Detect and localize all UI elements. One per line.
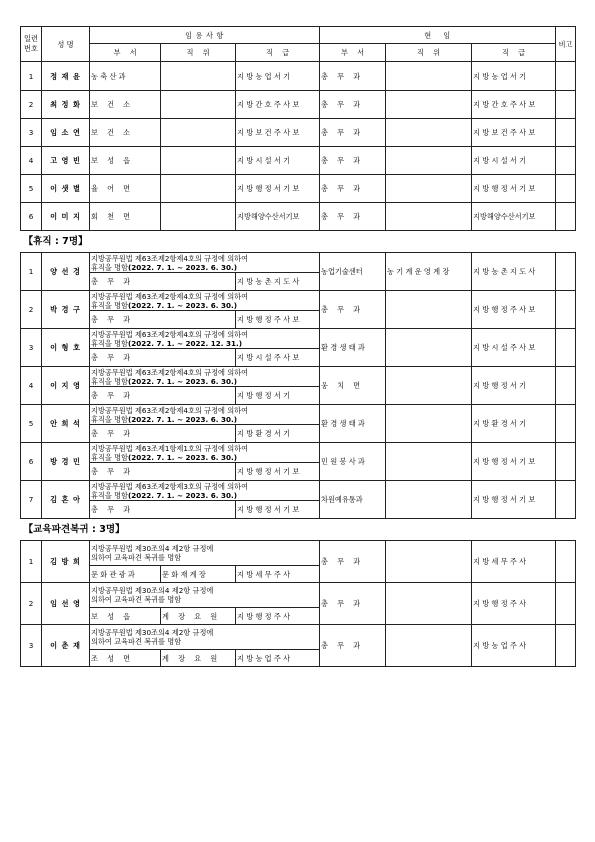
row-a-dept: 총 무 과	[90, 463, 236, 481]
row-a-dept: 보 건 소	[90, 119, 161, 147]
header-name: 성 명	[42, 27, 90, 62]
row-a-grade: 지 방 보 건 주 사 보	[236, 119, 320, 147]
row-note	[556, 625, 576, 667]
row-a-grade: 지 방 행 정 서 기 보	[236, 501, 320, 519]
row-reason: 지방공무원법 제63조제2항제4호의 규정에 의하여 휴직을 명함(2022. 7. 1. ~ 2023. 6. 30.)	[90, 405, 320, 425]
row-name: 이 형 호	[42, 329, 90, 367]
row-c-pos	[386, 62, 472, 91]
row-c-grade: 지 방 간 호 주 사 보	[472, 91, 556, 119]
row-a-pos	[161, 91, 236, 119]
row-name: 최 정 화	[42, 91, 90, 119]
row-note	[556, 583, 576, 625]
row-reason: 지방공무원법 제63조제2항제4호의 규정에 의하여 휴직을 명함(2022. 7. 1. ~ 2023. 6. 30.)	[90, 367, 320, 387]
row-c-grade: 지 방 농 업 주 사	[472, 625, 556, 667]
row-a-grade: 지 방 행 정 서 기 보	[236, 463, 320, 481]
table-row	[21, 119, 576, 147]
row-note	[556, 367, 576, 405]
section-title-edu: 【교육파견복귀 : 3명】	[21, 519, 576, 541]
row-c-dept: 차원예유통과	[320, 481, 386, 519]
row-c-grade: 지 방 행 정 서 기	[472, 367, 556, 405]
row-name: 박 경 구	[42, 291, 90, 329]
row-note	[556, 405, 576, 443]
row-c-dept: 환 경 생 태 과	[320, 405, 386, 443]
table-row	[21, 367, 576, 387]
row-a-dept: 총 무 과	[90, 387, 236, 405]
row-no: 4	[21, 147, 42, 175]
row-c-pos	[386, 405, 472, 443]
row-name: 안 희 석	[42, 405, 90, 443]
table-row	[21, 329, 576, 349]
row-a-dept: 총 무 과	[90, 349, 236, 367]
header-row-1	[21, 27, 576, 44]
row-no: 2	[21, 91, 42, 119]
row-note	[556, 91, 576, 119]
row-a-pos: 계 장 요 원	[161, 650, 236, 667]
row-a-dept: 총 무 과	[90, 273, 236, 291]
row-c-dept: 웅 치 면	[320, 367, 386, 405]
row-c-pos	[386, 329, 472, 367]
row-a-dept: 농 축 산 과	[90, 62, 161, 91]
row-c-dept: 총 무 과	[320, 625, 386, 667]
row-c-grade: 지 방 행 정 서 기 보	[472, 443, 556, 481]
row-no: 1	[21, 541, 42, 583]
table-row	[21, 147, 576, 175]
row-c-dept: 총 무 과	[320, 119, 386, 147]
header-no: 일련 번호	[21, 27, 42, 62]
row-no: 5	[21, 175, 42, 203]
row-a-dept: 율 어 면	[90, 175, 161, 203]
row-c-grade: 지 방 행 정 서 기 보	[472, 175, 556, 203]
row-no: 6	[21, 203, 42, 231]
row-c-dept: 총 무 과	[320, 583, 386, 625]
row-no: 1	[21, 253, 42, 291]
row-a-grade: 지방해양수산서기보	[236, 203, 320, 231]
row-c-grade: 지 방 세 무 주 사	[472, 541, 556, 583]
row-note	[556, 541, 576, 583]
row-c-dept: 총 무 과	[320, 203, 386, 231]
row-a-pos: 문 화 재 계 장	[161, 566, 236, 583]
section-row	[21, 519, 576, 541]
row-no: 6	[21, 443, 42, 481]
row-name: 이 춘 재	[42, 625, 90, 667]
row-name: 양 선 경	[42, 253, 90, 291]
table-row	[21, 253, 576, 273]
row-reason: 지방공무원법 제63조제2항제3호의 규정에 의하여 휴직을 명함(2022. 7. 1. ~ 2023. 6. 30.)	[90, 481, 320, 501]
row-a-pos	[161, 147, 236, 175]
row-note	[556, 119, 576, 147]
row-c-dept: 총 무 과	[320, 291, 386, 329]
row-note	[556, 175, 576, 203]
row-a-grade: 지 방 행 정 서 기 보	[236, 175, 320, 203]
row-c-pos	[386, 291, 472, 329]
row-note	[556, 329, 576, 367]
row-c-grade: 지방해양수산서기보	[472, 203, 556, 231]
row-name: 정 재 윤	[42, 62, 90, 91]
row-a-grade: 지 방 시 설 서 기	[236, 147, 320, 175]
row-reason: 지방공무원법 제63조제2항제4호의 규정에 의하여 휴직을 명함(2022. 7. 1. ~ 2023. 6. 30.)	[90, 253, 320, 273]
row-c-dept: 환 경 생 태 과	[320, 329, 386, 367]
row-note	[556, 203, 576, 231]
header-current: 현 임	[320, 27, 556, 44]
row-note	[556, 291, 576, 329]
row-c-grade: 지 방 농 촌 지 도 사	[472, 253, 556, 291]
table-row	[21, 541, 576, 566]
row-a-grade: 지 방 세 무 주 사	[236, 566, 320, 583]
header-c-dept: 부 서	[320, 44, 386, 62]
section-row	[21, 231, 576, 253]
row-a-dept: 문 화 관 광 과	[90, 566, 161, 583]
row-c-grade: 지 방 환 경 서 기	[472, 405, 556, 443]
row-no: 1	[21, 62, 42, 91]
row-reason: 지방공무원법 제30조의4 제2항 규정에 의하여 교육파견 복귀를 명함	[90, 583, 320, 608]
row-no: 3	[21, 119, 42, 147]
row-a-dept: 보 성 읍	[90, 608, 161, 625]
row-a-pos	[161, 119, 236, 147]
row-c-pos	[386, 481, 472, 519]
row-reason: 지방공무원법 제63조제1항제1호의 규정에 의하여 휴직을 명함(2022. 7. 1. ~ 2023. 6. 30.)	[90, 443, 320, 463]
row-a-grade: 지 방 간 호 주 사 보	[236, 91, 320, 119]
row-no: 7	[21, 481, 42, 519]
table-row	[21, 203, 576, 231]
row-c-grade: 지 방 행 정 서 기 보	[472, 481, 556, 519]
row-a-dept: 보 성 읍	[90, 147, 161, 175]
row-c-dept: 민 원 봉 사 과	[320, 443, 386, 481]
header-a-pos: 직 위	[161, 44, 236, 62]
row-note	[556, 481, 576, 519]
row-a-pos	[161, 203, 236, 231]
row-c-grade: 지 방 농 업 서 기	[472, 62, 556, 91]
row-note	[556, 147, 576, 175]
row-name: 김 방 희	[42, 541, 90, 583]
table-row	[21, 443, 576, 463]
row-a-pos	[161, 175, 236, 203]
row-a-grade: 지 방 농 촌 지 도 사	[236, 273, 320, 291]
row-a-grade: 지 방 시 설 주 사 보	[236, 349, 320, 367]
row-no: 3	[21, 329, 42, 367]
table-row	[21, 583, 576, 608]
row-c-pos	[386, 91, 472, 119]
row-c-pos	[386, 443, 472, 481]
header-a-grade: 직 급	[236, 44, 320, 62]
table-row	[21, 625, 576, 650]
row-name: 방 경 민	[42, 443, 90, 481]
row-c-pos	[386, 367, 472, 405]
table-row	[21, 405, 576, 425]
row-a-grade: 지 방 행 정 주 사	[236, 608, 320, 625]
row-c-dept: 농업기술센터	[320, 253, 386, 291]
row-a-dept: 총 무 과	[90, 425, 236, 443]
row-c-dept: 총 무 과	[320, 62, 386, 91]
row-c-pos	[386, 119, 472, 147]
row-no: 3	[21, 625, 42, 667]
header-appoint: 임 용 사 항	[90, 27, 320, 44]
row-c-grade: 지 방 시 설 주 사 보	[472, 329, 556, 367]
row-a-grade: 지 방 행 정 서 기	[236, 387, 320, 405]
row-c-pos	[386, 203, 472, 231]
row-reason: 지방공무원법 제63조제2항제4호의 규정에 의하여 휴직을 명함(2022. 7. 1. ~ 2023. 6. 30.)	[90, 291, 320, 311]
row-a-grade: 지 방 행 정 주 사 보	[236, 311, 320, 329]
header-c-grade: 직 급	[472, 44, 556, 62]
row-c-pos: 농 기 계 운 영 계 장	[386, 253, 472, 291]
row-c-grade: 지 방 시 설 서 기	[472, 147, 556, 175]
header-note: 비고	[556, 27, 576, 62]
row-name: 고 영 빈	[42, 147, 90, 175]
row-name: 이 샛 별	[42, 175, 90, 203]
row-c-dept: 총 무 과	[320, 147, 386, 175]
row-no: 4	[21, 367, 42, 405]
row-reason: 지방공무원법 제30조의4 제2항 규정에 의하여 교육파견 복귀를 명함	[90, 625, 320, 650]
row-c-grade: 지 방 행 정 주 사 보	[472, 291, 556, 329]
row-a-grade: 지 방 농 업 주 사	[236, 650, 320, 667]
appointment-table	[20, 26, 576, 667]
header-a-dept: 부 서	[90, 44, 161, 62]
row-a-dept: 보 건 소	[90, 91, 161, 119]
row-c-grade: 지 방 행 정 주 사	[472, 583, 556, 625]
row-name: 임 선 영	[42, 583, 90, 625]
row-no: 5	[21, 405, 42, 443]
row-note	[556, 443, 576, 481]
row-name: 김 혼 아	[42, 481, 90, 519]
row-c-pos	[386, 583, 472, 625]
row-c-grade: 지 방 보 건 주 사 보	[472, 119, 556, 147]
row-a-grade: 지 방 농 업 서 기	[236, 62, 320, 91]
row-a-grade: 지 방 환 경 서 기	[236, 425, 320, 443]
row-reason: 지방공무원법 제63조제2항제4호의 규정에 의하여 휴직을 명함(2022. 7. 1. ~ 2022. 12. 31.)	[90, 329, 320, 349]
row-c-pos	[386, 147, 472, 175]
row-note	[556, 253, 576, 291]
row-name: 이 미 지	[42, 203, 90, 231]
row-c-dept: 총 무 과	[320, 175, 386, 203]
row-name: 임 소 연	[42, 119, 90, 147]
row-a-dept: 총 무 과	[90, 311, 236, 329]
row-c-pos	[386, 541, 472, 583]
row-a-dept: 회 천 면	[90, 203, 161, 231]
row-a-dept: 총 무 과	[90, 501, 236, 519]
table-row	[21, 291, 576, 311]
row-a-pos	[161, 62, 236, 91]
row-a-dept: 조 성 면	[90, 650, 161, 667]
table-row	[21, 62, 576, 91]
row-c-pos	[386, 175, 472, 203]
row-c-dept: 총 무 과	[320, 91, 386, 119]
table-row	[21, 175, 576, 203]
row-no: 2	[21, 583, 42, 625]
row-a-pos: 계 장 요 원	[161, 608, 236, 625]
row-c-pos	[386, 625, 472, 667]
section-title-leave: 【휴직 : 7명】	[21, 231, 576, 253]
table-row	[21, 91, 576, 119]
row-c-dept: 총 무 과	[320, 541, 386, 583]
header-row-2	[21, 44, 576, 62]
row-reason: 지방공무원법 제30조의4 제2항 규정에 의하여 교육파견 복귀를 명함	[90, 541, 320, 566]
table-row	[21, 481, 576, 501]
row-name: 이 지 영	[42, 367, 90, 405]
header-c-pos: 직 위	[386, 44, 472, 62]
row-note	[556, 62, 576, 91]
row-no: 2	[21, 291, 42, 329]
